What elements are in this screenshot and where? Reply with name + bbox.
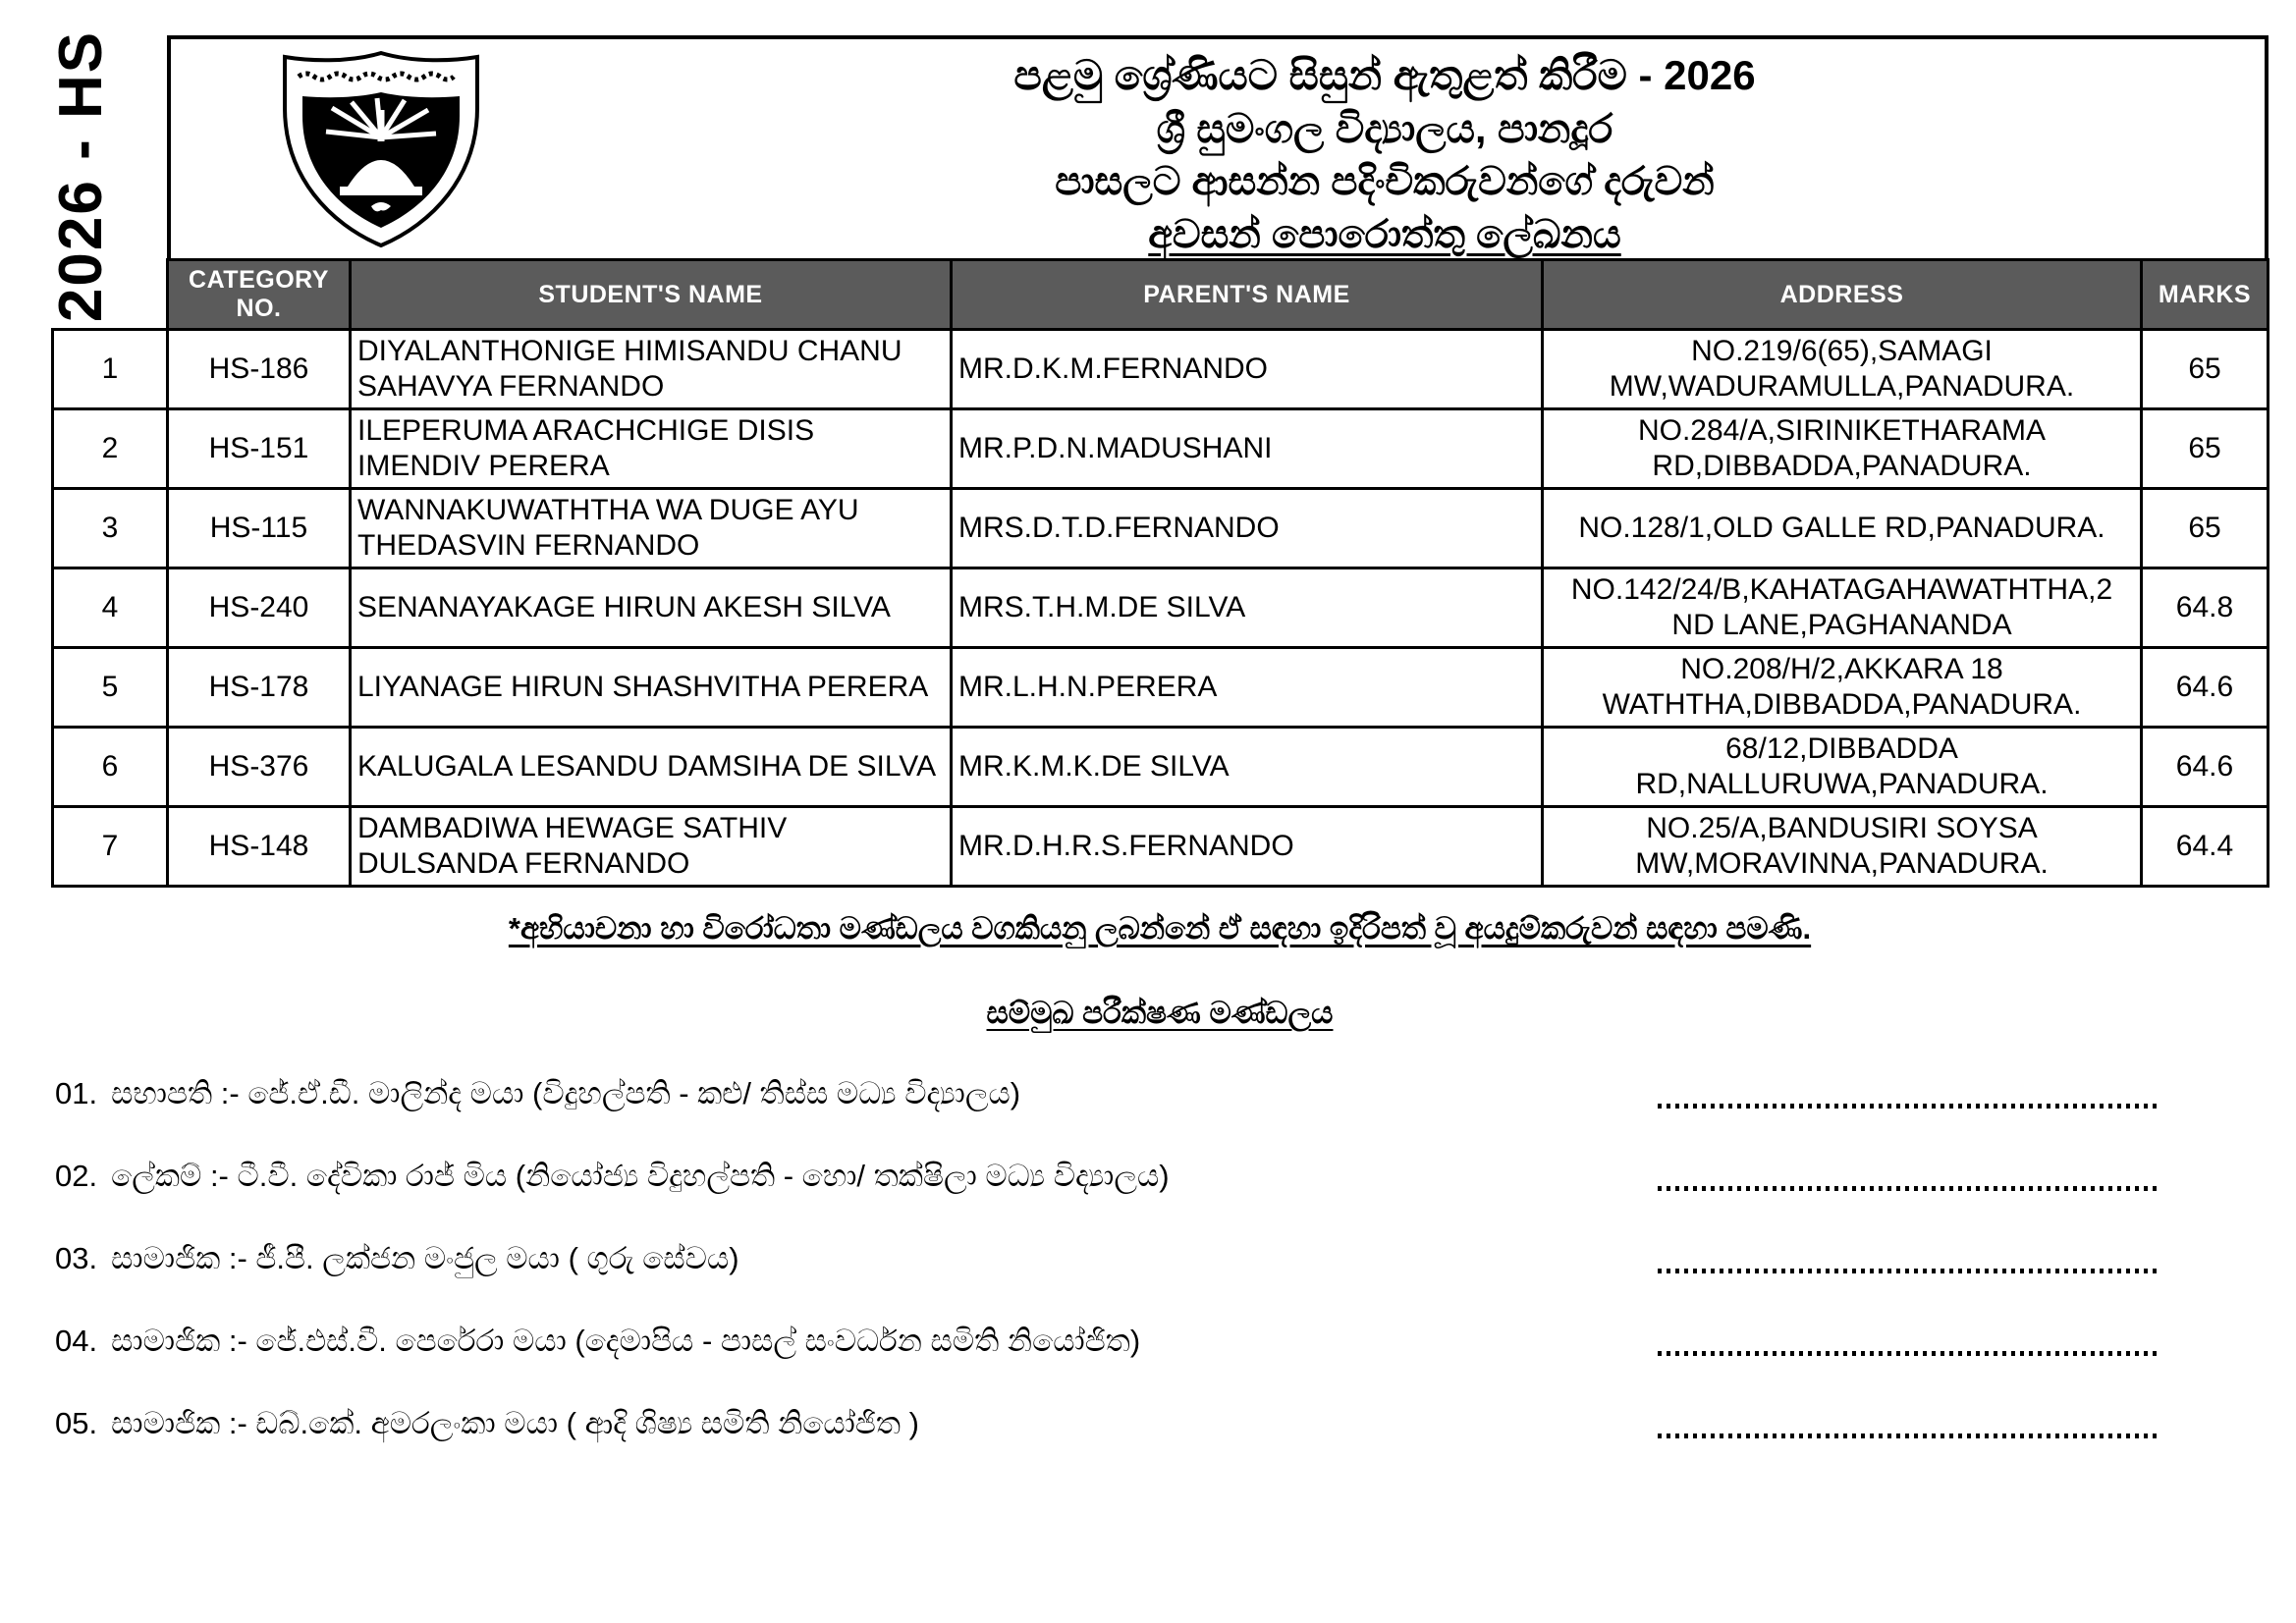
title-line-3: පාසලට ආසන්න පදිංචිකරුවන්ගේ දරුවන්: [1055, 160, 1715, 203]
row-number-cell: 6: [53, 728, 168, 807]
row-number-cell: 7: [53, 807, 168, 887]
marks-cell: 64.8: [2142, 568, 2269, 648]
header-marks: MARKS: [2142, 260, 2269, 330]
table-row: [53, 489, 2269, 568]
member-label: සාමාජික :- ජේ.එස්.වී. පෙරේරා මයා (දෙමාපිය - පාසල් සංවර්ධන සමිති නියෝජිත): [111, 1324, 1141, 1358]
category-no-cell: HS-376: [168, 728, 351, 807]
parent-name-cell: MR.D.K.M.FERNANDO: [952, 330, 1543, 409]
student-name-cell: DIYALANTHONIGE HIMISANDU CHANU SAHAVYA FERNANDO: [351, 330, 952, 409]
panel-member-item: [55, 1233, 2255, 1316]
address-cell: NO.25/A,BANDUSIRI SOYSA MW,MORAVINNA,PANADURA.: [1543, 807, 2142, 887]
marks-cell: 65: [2142, 489, 2269, 568]
table-row: [53, 330, 2269, 409]
student-name-cell: KALUGALA LESANDU DAMSIHA DE SILVA: [351, 728, 952, 807]
member-number: 05.: [55, 1406, 98, 1440]
row-number-cell: 3: [53, 489, 168, 568]
member-label: සාමාජික :- ජී.පී. ලක්ජන මංජුල මයා ( ගුරු සේවය): [111, 1241, 739, 1275]
signature-dotted-line: [1658, 1269, 2157, 1273]
header-student-name: STUDENT'S NAME: [351, 260, 952, 330]
parent-name-cell: MR.D.H.R.S.FERNANDO: [952, 807, 1543, 887]
table-row: [53, 648, 2269, 728]
school-crest-logo: [269, 47, 493, 251]
title-line-4: අවසන් පොරොත්තු ලේඛනය: [1148, 213, 1621, 256]
signature-dotted-line: [1658, 1104, 2157, 1109]
parent-name-cell: MRS.D.T.D.FERNANDO: [952, 489, 1543, 568]
marks-cell: 64.6: [2142, 648, 2269, 728]
student-name-cell: SENANAYAKAGE HIRUN AKESH SILVA: [351, 568, 952, 648]
category-no-cell: HS-186: [168, 330, 351, 409]
address-cell: NO.219/6(65),SAMAGI MW,WADURAMULLA,PANADURA.: [1543, 330, 2142, 409]
signature-dotted-line: [1658, 1351, 2157, 1356]
student-name-cell: ILEPERUMA ARACHCHIGE DISIS IMENDIV PERERA: [351, 409, 952, 489]
marks-cell: 65: [2142, 330, 2269, 409]
marks-cell: 64.4: [2142, 807, 2269, 887]
header-parent-name: PARENT'S NAME: [952, 260, 1543, 330]
address-cell: NO.128/1,OLD GALLE RD,PANADURA.: [1543, 489, 2142, 568]
signature-dotted-line: [1658, 1186, 2157, 1191]
category-no-cell: HS-148: [168, 807, 351, 887]
header-category-no: CATEGORY NO.: [168, 260, 351, 330]
marks-cell: 64.6: [2142, 728, 2269, 807]
side-label-text: 2026 - HS: [47, 29, 116, 323]
student-name-cell: WANNAKUWATHTHA WA DUGE AYU THEDASVIN FERNANDO: [351, 489, 952, 568]
table-row: [53, 807, 2269, 887]
header-address: ADDRESS: [1543, 260, 2142, 330]
marks-cell: 65: [2142, 409, 2269, 489]
row-number-cell: 4: [53, 568, 168, 648]
address-cell: NO.208/H/2,AKKARA 18 WATHTHA,DIBBADDA,PANADURA.: [1543, 648, 2142, 728]
member-number: 02.: [55, 1159, 98, 1193]
parent-name-cell: MR.P.D.N.MADUSHANI: [952, 409, 1543, 489]
table-row: [53, 728, 2269, 807]
appeals-note: *අභියාචනා හා විරෝධතා මණ්ඩලය වගකියනු ලබන්නේ ඒ සඳහා ඉදිරිපත් වූ අයදුම්කරුවන් සඳහා පමණි.: [508, 911, 1812, 946]
row-number-cell: 2: [53, 409, 168, 489]
row-number-cell: 5: [53, 648, 168, 728]
table-row: [53, 568, 2269, 648]
header-ghost-cell: [53, 260, 168, 330]
panel-member-item: [55, 1398, 2255, 1481]
parent-name-cell: MR.K.M.K.DE SILVA: [952, 728, 1543, 807]
panel-member-item: [55, 1068, 2255, 1151]
member-number: 03.: [55, 1241, 98, 1275]
category-no-cell: HS-115: [168, 489, 351, 568]
interview-panel-title: සම්මුඛ පරීක්ෂණ මණ්ඩලය: [986, 996, 1334, 1030]
title-line-1: පළමු ශ්‍රේණියට සිසුන් ඇතුළත් කිරීම - 2026: [1013, 52, 1756, 98]
table-header-row: [53, 260, 2269, 330]
panel-members-list: [55, 1068, 2255, 1481]
address-cell: NO.284/A,SIRINIKETHARAMA RD,DIBBADDA,PANADURA.: [1543, 409, 2142, 489]
student-name-cell: DAMBADIWA HEWAGE SATHIV DULSANDA FERNANDO: [351, 807, 952, 887]
row-number-cell: 1: [53, 330, 168, 409]
student-name-cell: LIYANAGE HIRUN SHASHVITHA PERERA: [351, 648, 952, 728]
panel-member-item: [55, 1151, 2255, 1233]
category-no-cell: HS-178: [168, 648, 351, 728]
title-block: [564, 49, 2206, 261]
address-cell: 68/12,DIBBADDA RD,NALLURUWA,PANADURA.: [1543, 728, 2142, 807]
category-no-cell: HS-151: [168, 409, 351, 489]
signature-dotted-line: [1658, 1434, 2157, 1438]
document-header: [167, 35, 2269, 259]
category-no-cell: HS-240: [168, 568, 351, 648]
member-number: 04.: [55, 1324, 98, 1358]
table-row: [53, 409, 2269, 489]
parent-name-cell: MR.L.H.N.PERERA: [952, 648, 1543, 728]
member-label: ලේකම් :- ටී.වී. දේවිකා රාජ් මිය (නියෝජ්‍ය විදුහල්පති - හො/ තක්ෂිලා මධ්‍ය විද්‍යාලය): [111, 1159, 1170, 1193]
title-line-2: ශ්‍රී සුමංගල විද්‍යාලය, පානදූර: [1156, 106, 1613, 151]
member-label: සාමාජික :- ඩබ්.කේ. අමරලංකා මයා ( ආදි ශිෂ්‍ය සමිති නියෝජිත ): [111, 1406, 919, 1440]
member-number: 01.: [55, 1076, 98, 1110]
parent-name-cell: MRS.T.H.M.DE SILVA: [952, 568, 1543, 648]
member-label: සභාපති :- ජේ.ඒ.ඩී. මාලින්ද මයා (විදුහල්පති - කළු/ තිස්ස මධ්‍ය විද්‍යාලය): [111, 1076, 1021, 1110]
address-cell: NO.142/24/B,KAHATAGAHAWATHTHA,2 ND LANE,PAGHANANDA: [1543, 568, 2142, 648]
panel-member-item: [55, 1316, 2255, 1398]
students-table: [51, 258, 2269, 888]
